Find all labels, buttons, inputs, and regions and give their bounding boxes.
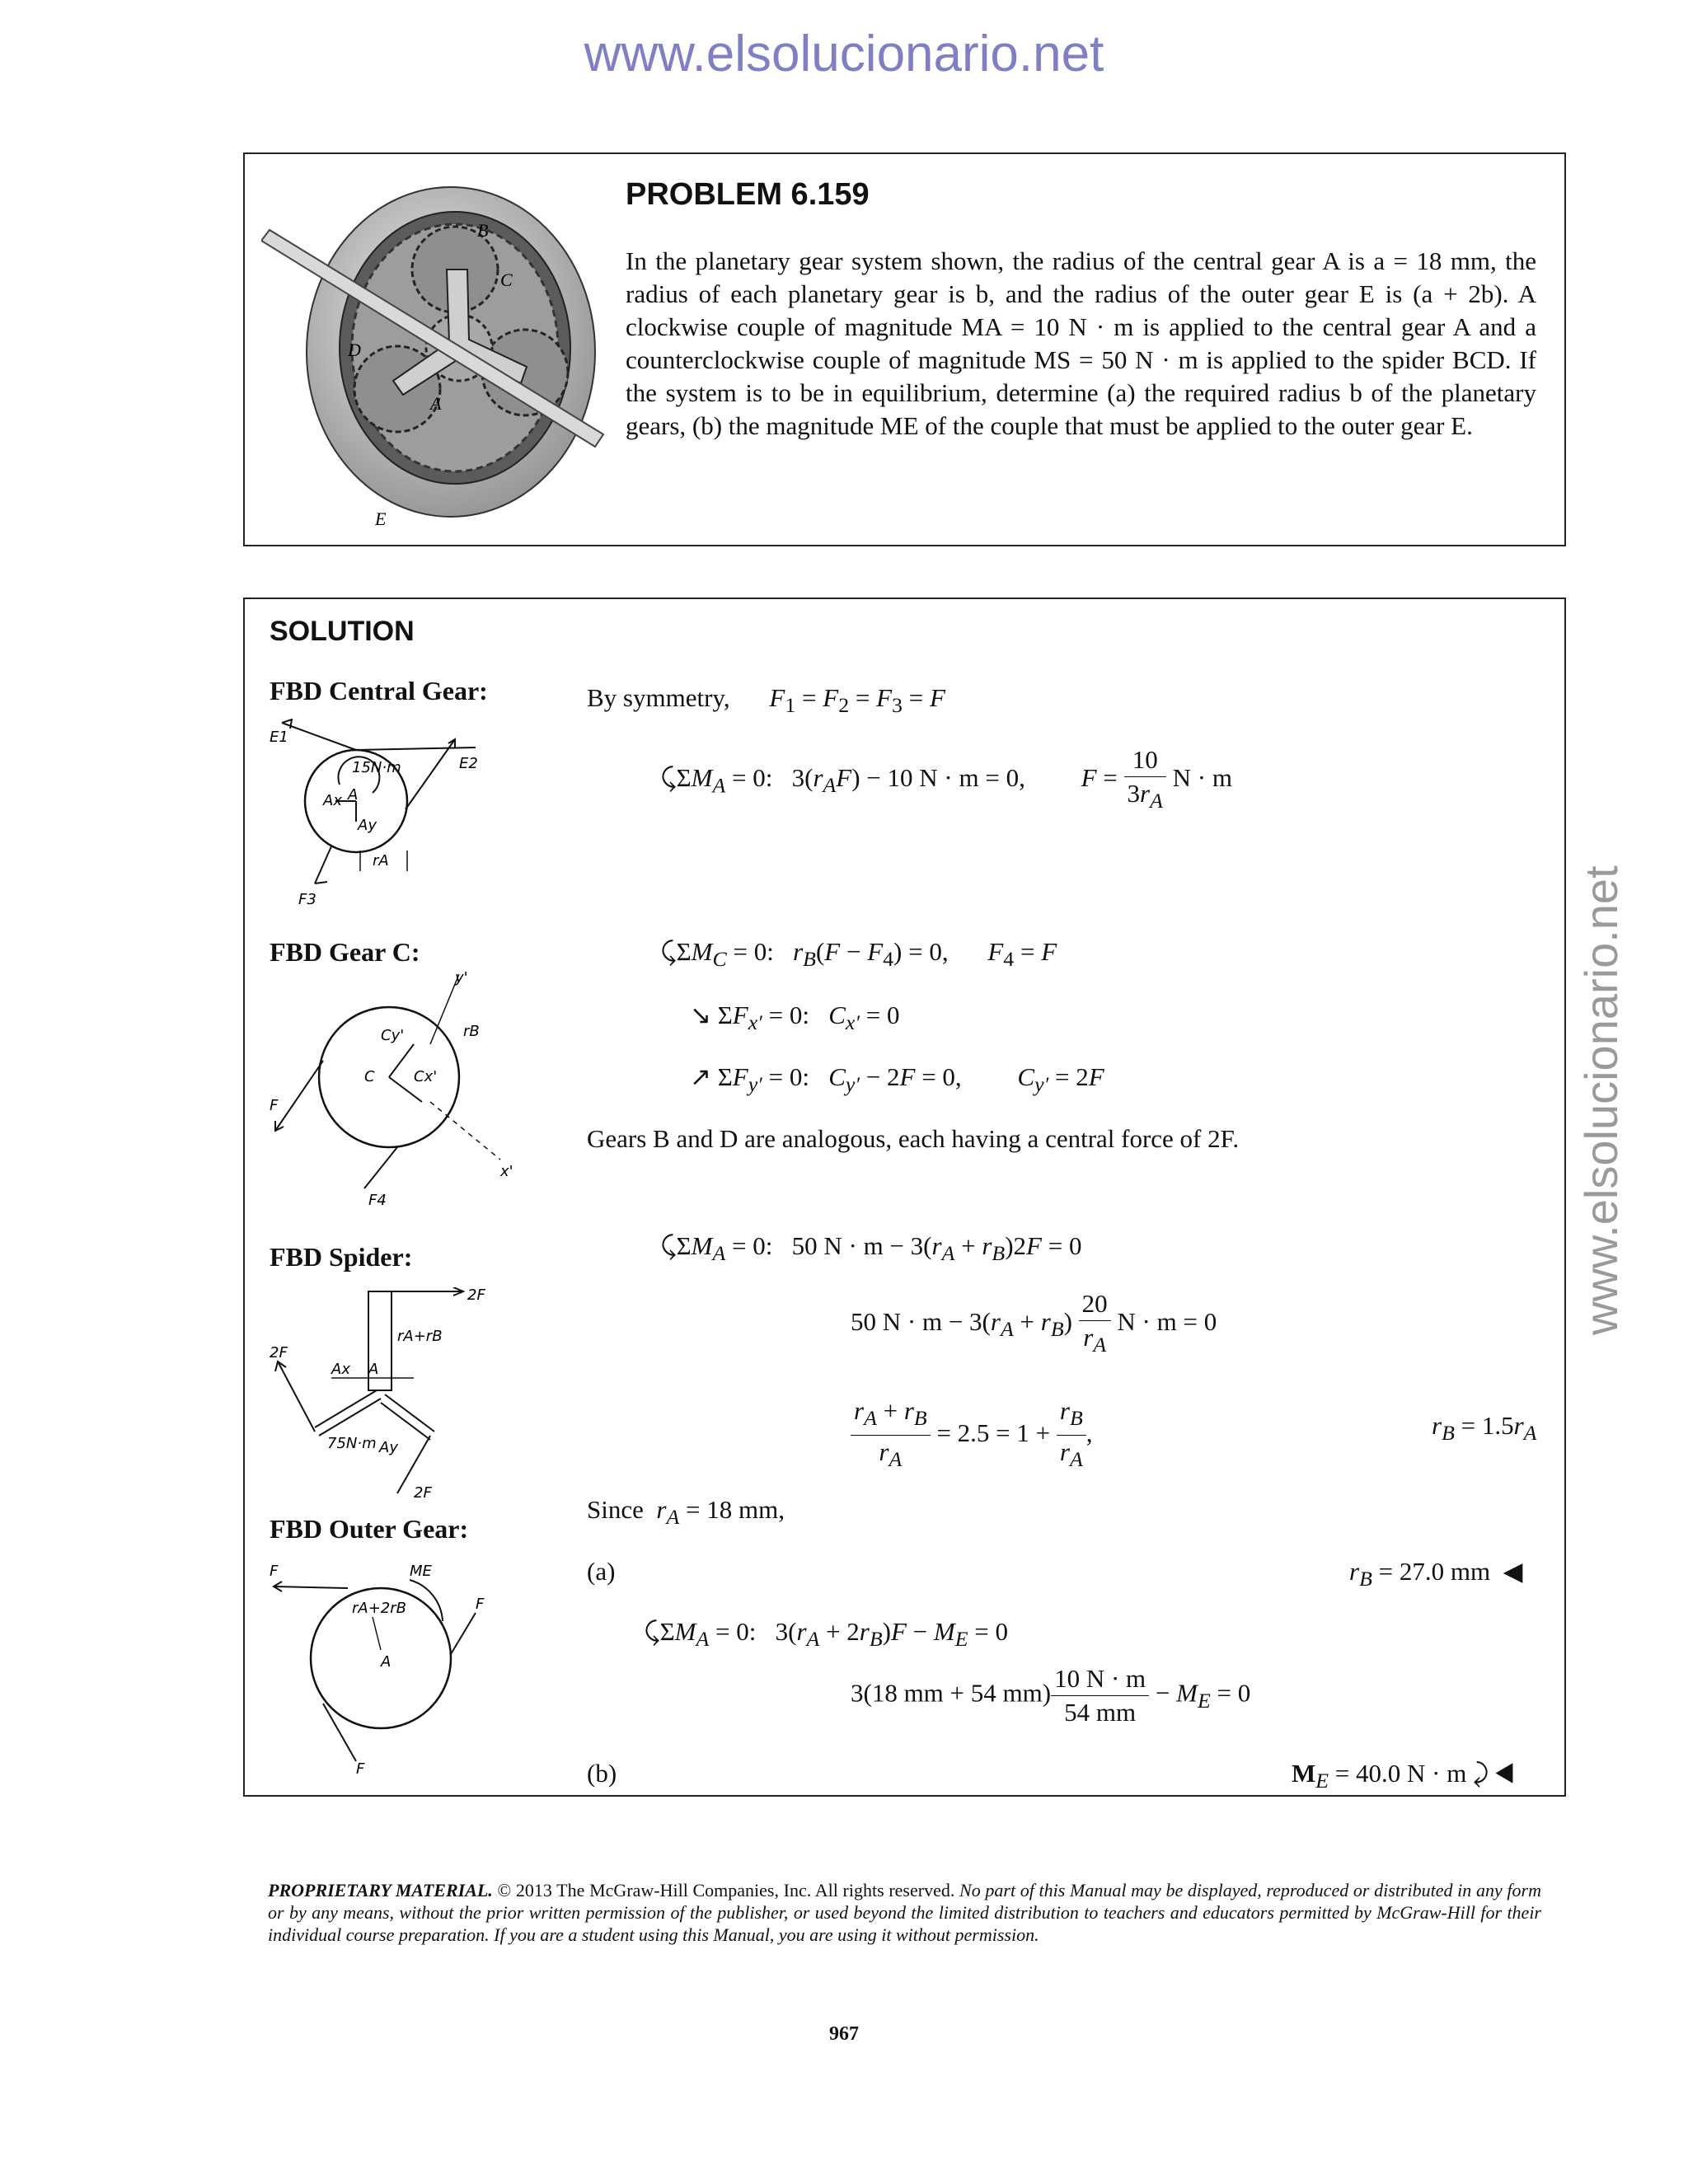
sk-me: ME: [410, 1563, 432, 1580]
footer: [268, 1879, 1541, 1946]
eq-rb-ratio: $r_B = 1.5r_A$: [1432, 1411, 1537, 1446]
problem-box: [243, 152, 1566, 546]
sk-ay: Ay: [379, 1439, 398, 1456]
footer-normal: © 2013 The McGraw-Hill Companies, Inc. All rights reserved.: [492, 1880, 960, 1900]
gears-bd-text: Gears B and D are analogous, each having a central force of 2F.: [587, 1124, 1240, 1153]
sk-e1: E1: [270, 729, 288, 746]
eq-gear-c-fx: ↘ $\Sigma F_{x'} = 0$: $C_{x'} = 0$: [690, 1001, 900, 1035]
sk-ax: Ax: [323, 792, 342, 809]
eq-since: Since $r_A = 18$ mm,: [587, 1495, 785, 1530]
sk-rb: rB: [463, 1023, 480, 1040]
by-symmetry-text: By symmetry,: [587, 683, 730, 712]
sk-a: A: [381, 1653, 392, 1671]
eq-central-moment: $⤹\Sigma M_A = 0$: $3(r_AF) - 10$ N · m = 0, F = $\frac{10}{3r_A}$ N · m: [661, 745, 1232, 813]
footer-italic: No part of this Manual may be displayed, reproduced or distributed in any form or by any means, without the prior written permission of the publisher, or used beyond the limited distribution to teachers and educators permitted by McGraw-Hill for their individual course preparation. If you are a student using this Manual, you are using it without permission.: [268, 1880, 1541, 1945]
eq-outer-sub: 3(18 mm + 54 mm) $\frac{10 N \cdot m}{54 mm}$ − $M_E = 0$: [851, 1664, 1251, 1727]
sk-cy: Cy': [381, 1027, 405, 1044]
eq-gear-c-fy: ↗ $\Sigma F_{y'} = 0$: $C_{y'} - 2F = 0$, $C_{y'} = 2F$: [690, 1062, 1104, 1097]
sk-rarb: rA+rB: [397, 1328, 443, 1345]
eq-ratio: $\frac{r_A + r_B}{r_A}$ = 2.5 = 1 + $\frac{r_B}{r_A}$ ,: [851, 1394, 1093, 1476]
fbd-gear-c-label: FBD Gear C:: [270, 937, 420, 967]
sk-f2a: 2F: [467, 1287, 485, 1304]
sk-f2b: 2F: [270, 1344, 288, 1361]
sk-cx: Cx': [414, 1068, 438, 1085]
watermark-top: www.elsolucionario.net: [584, 26, 1104, 82]
watermark-side: www.elsolucionario.net: [1575, 865, 1627, 1335]
sk-f3: F3: [298, 891, 316, 908]
eq-symmetry: By symmetry, $F_1 = F_2 = F_3 = F$: [587, 683, 945, 718]
sk-f2c: 2F: [414, 1484, 432, 1502]
eq-gear-c-moment: $⤹\Sigma M_C = 0$: $r_B(F - F_4) = 0$, $F_4 = F$: [661, 937, 1057, 972]
fbd-outer-label: FBD Outer Gear:: [270, 1514, 469, 1544]
sk-a: A: [348, 786, 359, 804]
eq-spider-sub: 50 $N \cdot m - 3(r_A + r_B)$ $\frac{20}{r_A}$ N · m = 0: [851, 1289, 1217, 1357]
fbd-outer-sketch: [265, 1563, 529, 1778]
sk-e2: E2: [459, 755, 478, 772]
sk-f: F: [270, 1097, 279, 1114]
answer-a: $r_B = 27.0$ mm ◀: [1349, 1557, 1523, 1591]
sk-y: y': [455, 970, 468, 987]
label-d: D: [348, 340, 361, 360]
label-b: B: [477, 220, 489, 241]
sk-f4: F4: [368, 1192, 387, 1209]
fbd-gear-c-sketch: [265, 970, 529, 1217]
sk-ra: rA: [373, 852, 389, 869]
answer-b: $M_E = 40.0$ N · m ⤸ ◀: [1292, 1759, 1516, 1793]
sk-ay: Ay: [358, 817, 377, 834]
gear-system-figure: [261, 179, 607, 533]
sk-ax: Ax: [331, 1361, 350, 1378]
sk-rarb: rA+2rB: [352, 1600, 406, 1617]
problem-title: PROBLEM 6.159: [626, 177, 870, 212]
page-number: 967: [829, 2023, 859, 2045]
part-b-label: (b): [587, 1759, 617, 1788]
since-text: Since: [587, 1495, 644, 1524]
sk-x: x': [500, 1163, 513, 1180]
sk-ms: 75N·m: [327, 1435, 377, 1452]
problem-statement: In the planetary gear system shown, the radius of the central gear A is a = 18 mm, the radius of each planetary gear is b, and the radius of the outer gear E is (a + 2b). A clockwise couple of magnitude MA = 10 N · m is applied to the central gear A and a counterclockwise couple of magnitude MS = 50 N · m is applied to the spider BCD. If the system is to be in equilibrium, determine (a) the required radius b of the planetary gears, (b) the magnitude ME of the couple that must be applied to the outer gear E.: [626, 246, 1536, 440]
footer-bold: PROPRIETARY MATERIAL.: [268, 1880, 493, 1900]
fbd-spider-label: FBD Spider:: [270, 1242, 413, 1272]
label-a: A: [430, 393, 442, 414]
sk-f2: F: [476, 1596, 485, 1613]
sk-f1: F: [270, 1563, 279, 1580]
solution-box: [243, 598, 1566, 1797]
fbd-central-label: FBD Central Gear:: [270, 676, 488, 705]
fbd-central-sketch: [265, 719, 513, 921]
sk-c: C: [364, 1068, 375, 1085]
part-a-label: (a): [587, 1557, 616, 1586]
eq-spider-moment: $⤹\Sigma M_A = 0$: 50 $N \cdot m - 3(r_A + r_B)2F = 0$: [661, 1231, 1082, 1266]
sk-a: A: [368, 1361, 379, 1378]
sk-ma: 15N·m: [352, 759, 401, 776]
label-e: E: [375, 509, 387, 529]
label-c: C: [500, 269, 513, 290]
solution-title: SOLUTION: [270, 616, 415, 647]
sk-f3: F: [356, 1760, 365, 1778]
fbd-spider-sketch: [265, 1287, 529, 1510]
eq-outer-moment: $⤹\Sigma M_A = 0$: $3(r_A + 2r_B)F - M_E = 0$: [645, 1617, 1008, 1652]
